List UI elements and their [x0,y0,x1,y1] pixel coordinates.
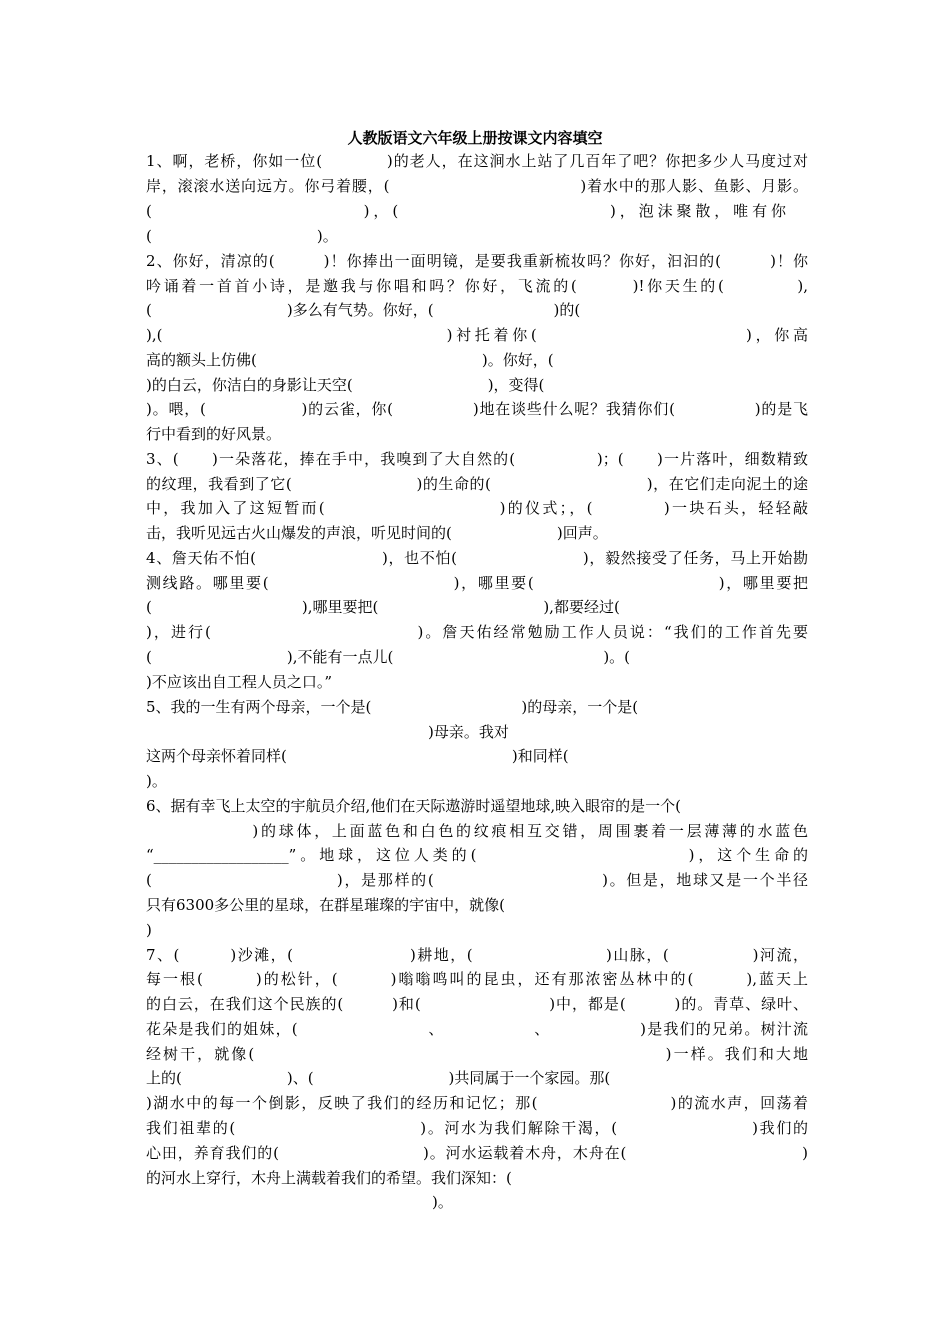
text-line: 测线路。哪里要( )，哪里要( )，哪里要把 [146,574,808,592]
text-line: 吟诵着一首首小诗，是邀我与你唱和吗？你好，飞流的( )!你天生的( ), [146,277,808,295]
text-line: ( ),哪里要把( ),都要经过( [146,598,620,616]
page-title: 人教版语文六年级上册按课文内容填空 [347,129,603,147]
text-line: 高的额头上仿佛( )。你好，( [146,351,554,369]
text-line: 的纹理，我看到了它( )的生命的( )，在它们走向泥土的途 [146,475,808,493]
text-line: )母亲。我对 [428,723,509,741]
text-line: )。 [432,1193,453,1211]
text-line: 7、( )沙滩，( )耕地，( )山脉，( )河流， [146,946,808,964]
text-line: ),( )衬托着你( )，你高 [146,326,808,344]
text-line: 行中看到的好风景。 [146,425,282,443]
text-line: 3、( )一朵落花，捧在手中，我嗅到了大自然的( )；( )一片落叶，细数精致 [146,450,808,468]
text-line: )。 [146,772,167,790]
text-line: )，进行( )。詹天佑经常勉励工作人员说：“我们的工作首先要 [146,623,808,641]
text-line: )。喂，( )的云雀，你( )地在谈些什么呢？我猜你们( )的是飞 [146,400,808,418]
text-line: 4、詹天佑不怕( )，也不怕( )，毅然接受了任务，马上开始勘 [146,549,808,567]
text-line: )不应该出自工程人员之口。” [146,673,333,691]
text-line: ( )，( )，泡沫聚散，唯有你 [146,202,786,220]
text-line: ( ),不能有一点儿( )。( [146,648,631,666]
text-line: ) [146,921,152,939]
text-line: 的河水上穿行，木舟上满载着我们的希望。我们深知：( [146,1169,512,1187]
text-line: 上的( )、( )共同属于一个家园。那( [146,1069,611,1087]
text-line: 5、我的一生有两个母亲，一个是( )的母亲，一个是( [146,698,639,716]
text-line: 1、啊，老桥，你如一位( )的老人，在这涧水上站了几百年了吧？你把多少人马度过对 [146,152,808,170]
text-line: 心田，养育我们的( )。河水运载着木舟，木舟在( ) [146,1144,808,1162]
text-line: )的白云，你洁白的身影让天空( )，变得( [146,376,545,394]
text-line: ( )，是那样的( )。但是，地球又是一个半径 [146,871,808,889]
text-line: 经树干，就像( )一样。我们和大地 [146,1045,808,1063]
text-line: 岸，滚滚水送向远方。你弓着腰，( )着水中的那人影、鱼影、月影。 [146,177,808,195]
text-line: 每一根( )的松针，( )嗡嗡鸣叫的昆虫，还有那浓密丛林中的( ),蓝天上 [146,970,808,988]
text-line: )湖水中的每一个倒影，反映了我们的经历和记忆；那( )的流水声，回荡着 [146,1094,808,1112]
text-line: 只有6300多公里的星球，在群星璀璨的宇宙中，就像( [146,896,506,914]
text-line: 我们祖辈的( )。河水为我们解除干渴，( )我们的 [146,1119,808,1137]
text-line: 击，我听见远古火山爆发的声浪，听见时间的( )回声。 [146,524,608,542]
text-line: 中，我加入了这短暂而( )的仪式；，( )一块石头，轻轻敲 [146,499,808,517]
text-line: 6、据有幸飞上太空的宇航员介绍,他们在天际遨游时遥望地球,映入眼帘的是一个( [146,797,681,815]
text-line: 的白云，在我们这个民族的( )和( )中，都是( )的。青草、绿叶、 [146,995,808,1013]
text-line: )的球体，上面蓝色和白色的纹痕相互交错，周围裹着一层薄薄的水蓝色 [146,822,808,840]
text-line: 2、你好，清凉的( )！你捧出一面明镜，是要我重新梳妆吗？你好，汩汩的( )！你 [146,252,808,270]
text-line: ( )。 [146,227,338,245]
text-line: “__________________”。地球，这位人类的( )，这个生命的 [146,846,808,864]
text-line: ( )多么有气势。你好，( )的( [146,301,581,319]
text-line: 花朵是我们的姐妹，( 、 、 )是我们的兄弟。树汁流 [146,1020,808,1038]
text-line: 这两个母亲怀着同样( )和同样( [146,747,569,765]
